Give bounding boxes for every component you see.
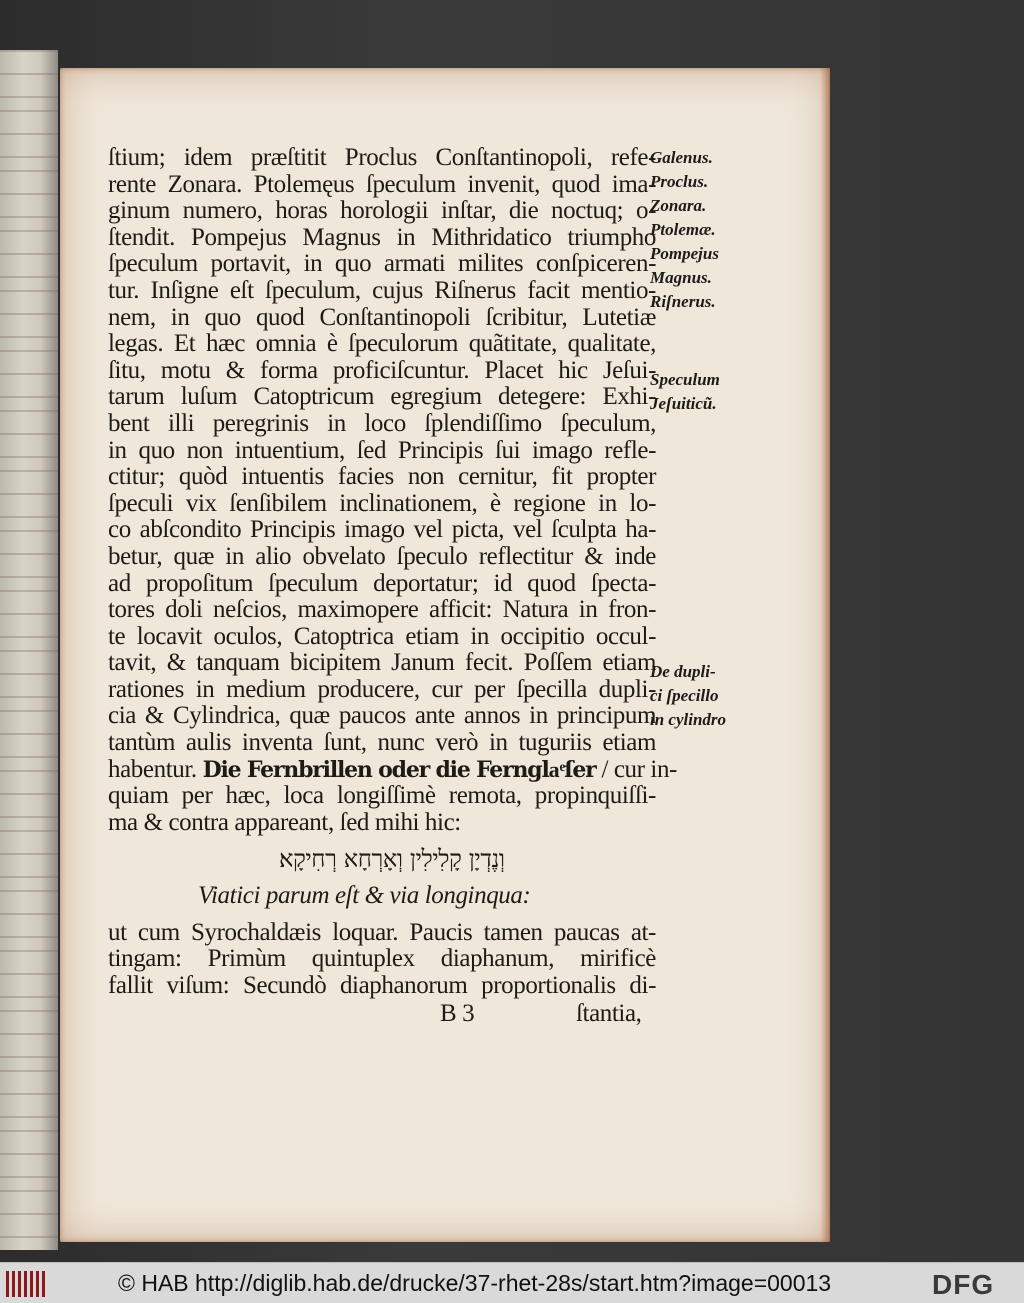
page-edge-stripe: [0, 1213, 58, 1215]
page-edge-stripe: [0, 50, 58, 52]
marginal-note: Speculum: [650, 370, 720, 389]
text-line: ginum numero, horas horologii inſtar, die noctuq; o-: [108, 197, 656, 225]
page-edge-stripe: [0, 433, 58, 435]
source-credit-link[interactable]: © HAB http://diglib.hab.de/drucke/37-rhet-28s/start.htm?image=00013: [118, 1270, 832, 1296]
page-edge-stripe: [0, 493, 58, 495]
page-edge-stripe: [0, 553, 58, 555]
text-line: ma & contra appareant, ſed mihi hic:: [108, 808, 461, 836]
page-edge-stripe: [0, 1010, 58, 1012]
marginal-note: ci ſpecillo: [650, 686, 719, 705]
text-line: ad propoſitum ſpeculum deportatur; id quod ſpecta-: [108, 569, 656, 597]
marginal-note: Pompejus: [650, 244, 719, 263]
page-edge-stripe: [0, 816, 58, 818]
page-edge-stripe: [0, 230, 58, 232]
page-edge-stripe: [0, 313, 58, 315]
main-text-block: [108, 144, 677, 1028]
page-edge-stripe: [0, 1056, 58, 1058]
page-edge-stripe: [0, 590, 58, 592]
text-line: tantùm aulis inventa ſunt, nunc verò in tuguriis etiam: [108, 729, 656, 757]
signature-mark: B 3: [440, 1000, 475, 1028]
page-edge-stripe: [0, 216, 58, 218]
page-edge-stripe: [0, 576, 58, 578]
page-edge-stripe: [0, 650, 58, 652]
page-edge-stripe: [0, 636, 58, 638]
page-edge-stripe: [0, 456, 58, 458]
blackletter-phrase: Die Fernbrillen oder die Fernglaͤſer: [202, 756, 596, 783]
text-line: rationes in medium producere, cur per ſpecilla dupli-: [108, 675, 656, 703]
library-logo-icon: [6, 1271, 46, 1297]
page-edge-stripe: [0, 1033, 58, 1035]
marginal-note: Jeſuiticũ.: [650, 394, 717, 413]
text-line: tavit, & tanquam bicipitem Janum fecit. Poſſem etiam: [108, 649, 656, 677]
text-line: tur. Inſigne eſt ſpeculum, cujus Riſnerus facit mentio-: [108, 276, 656, 304]
page-edge-stripe: [0, 73, 58, 75]
text-line: ſtium; idem præſtitit Proclus Conſtantinopoli, refe-: [108, 144, 656, 171]
page-edge-stripe: [0, 1176, 58, 1178]
text-line: co abſcondito Principis imago vel picta, vel ſculpta ha-: [108, 516, 656, 544]
marginal-note: De dupli-: [650, 662, 716, 681]
marginal-note: Ptolemæ.: [650, 220, 716, 239]
text-line: ctitur; quòd intuentis facies non cernitur, fit propter: [108, 463, 656, 491]
page-edge-stripe: [0, 336, 58, 338]
page-edge-stripe: [0, 853, 58, 855]
page-edge-stripe: [0, 1130, 58, 1132]
text-line: ſpeculum portavit, in quo armati milites conſpiceren-: [108, 250, 656, 278]
page-edge-stripe: [0, 530, 58, 532]
page-edge-stripe: [0, 516, 58, 518]
page-edge-stripe: [0, 770, 58, 772]
text-line: ſitu, motu & forma proficiſcuntur. Placet hic Jeſui-: [108, 356, 656, 384]
page-edge-stripe: [0, 396, 58, 398]
text-line: rente Zonara. Ptolemęus ſpeculum invenit, quod ima-: [108, 170, 656, 198]
text-fragment: habentur.: [108, 755, 197, 783]
page-edge-stripe: [0, 996, 58, 998]
page-edge-stripe: [0, 756, 58, 758]
text-line: nem, in quo quod Conſtantinopoli ſcribitur, Lutetiæ: [108, 303, 656, 331]
page-edge-stripe: [0, 470, 58, 472]
marginal-note: Magnus.: [650, 268, 712, 287]
text-line: tarum luſum Catoptricum egregium detegere: Exhi-: [108, 383, 656, 411]
text-line-blackletter: [108, 755, 677, 784]
text-line: tores doli neſcios, maximopere afficit: Natura in fron-: [108, 596, 656, 624]
hebrew-quotation: וְנֶדְיָן קָלִילִין וְאָרְחָא רְחִיקָא׃: [279, 845, 505, 874]
page-edge-stripe: [0, 793, 58, 795]
text-line: in quo non intuentium, ſed Principis ſui imago refle-: [108, 436, 656, 464]
page-edge-stripe: [0, 170, 58, 172]
text-line: ut cum Syrochaldæis loquar. Paucis tamen paucas at-: [108, 918, 656, 946]
page-edge-stripe: [0, 913, 58, 915]
marginal-note: Proclus.: [650, 172, 709, 191]
latin-translation: Viatici parum eſt & via longinqua:: [198, 882, 531, 910]
page-edge-stripe: [0, 1070, 58, 1072]
page-edge-stripe: [0, 1116, 58, 1118]
page-edge-stripe: [0, 193, 58, 195]
text-line: fallit viſum: Secundò diaphanorum proportionalis di-: [108, 971, 656, 999]
text-line: betur, quæ in alio obvelato ſpeculo reflectitur & inde: [108, 542, 656, 570]
text-line: tingam: Primùm quintuplex diaphanum, mirificè: [108, 945, 656, 973]
text-line: bent illi peregrinis in loco ſplendiſſimo ſpeculum,: [108, 409, 656, 437]
page-edge-stripe: [0, 350, 58, 352]
marginal-note: in cylindro: [650, 710, 727, 729]
catchword: ſtantia,: [576, 1000, 642, 1028]
text-fragment: / cur in-: [601, 755, 677, 783]
page-edge-stripe: [0, 973, 58, 975]
text-line: ſtendit. Pompejus Magnus in Mithridatico triumpho: [108, 223, 656, 251]
page-edge-stripe: [0, 950, 58, 952]
page-edge-stripe: [0, 1153, 58, 1155]
viewer-footer: [0, 1262, 1024, 1303]
text-line: ſpeculi vix ſenſibilem inclinationem, è regione in lo-: [108, 489, 656, 517]
page-edge-stripe: [0, 1190, 58, 1192]
page-edge-stripe: [0, 253, 58, 255]
page-footer-line: [108, 1001, 656, 1028]
book-page-edges: [0, 50, 58, 1250]
page-edge-stripe: [0, 96, 58, 98]
text-line: te locavit oculos, Catoptrica etiam in occipitio occul-: [108, 622, 656, 650]
page-edge-stripe: [0, 373, 58, 375]
marginal-note: Galenus.: [650, 148, 713, 167]
page-edge-stripe: [0, 276, 58, 278]
page-edge-stripe: [0, 133, 58, 135]
page-edge-stripe: [0, 410, 58, 412]
page-edge-stripe: [0, 830, 58, 832]
page-edge-stripe: [0, 110, 58, 112]
page-edge-stripe: [0, 673, 58, 675]
marginal-note: Zonara.: [650, 196, 707, 215]
page-edge-stripe: [0, 733, 58, 735]
page-edge-stripe: [0, 710, 58, 712]
page-edge-stripe: [0, 1093, 58, 1095]
page-edge-stripe: [0, 613, 58, 615]
page-edge-stripe: [0, 876, 58, 878]
text-line: quiam per hæc, loca longiſſimè remota, propinquiſſi-: [108, 782, 656, 810]
page-edge-stripe: [0, 696, 58, 698]
page-edge-stripe: [0, 890, 58, 892]
page-edge-stripe: [0, 290, 58, 292]
page-edge-stripe: [0, 936, 58, 938]
text-line: cia & Cylindrica, quæ paucos ante annos in principum: [108, 702, 656, 730]
page-edge-stripe: [0, 156, 58, 158]
page-edge-stripe: [0, 1236, 58, 1238]
text-line: legas. Et hæc omnia è ſpeculorum quãtitate, qualitate,: [108, 330, 656, 358]
dfg-logo: DFG: [932, 1269, 995, 1300]
marginal-note: Riſnerus.: [650, 292, 716, 311]
